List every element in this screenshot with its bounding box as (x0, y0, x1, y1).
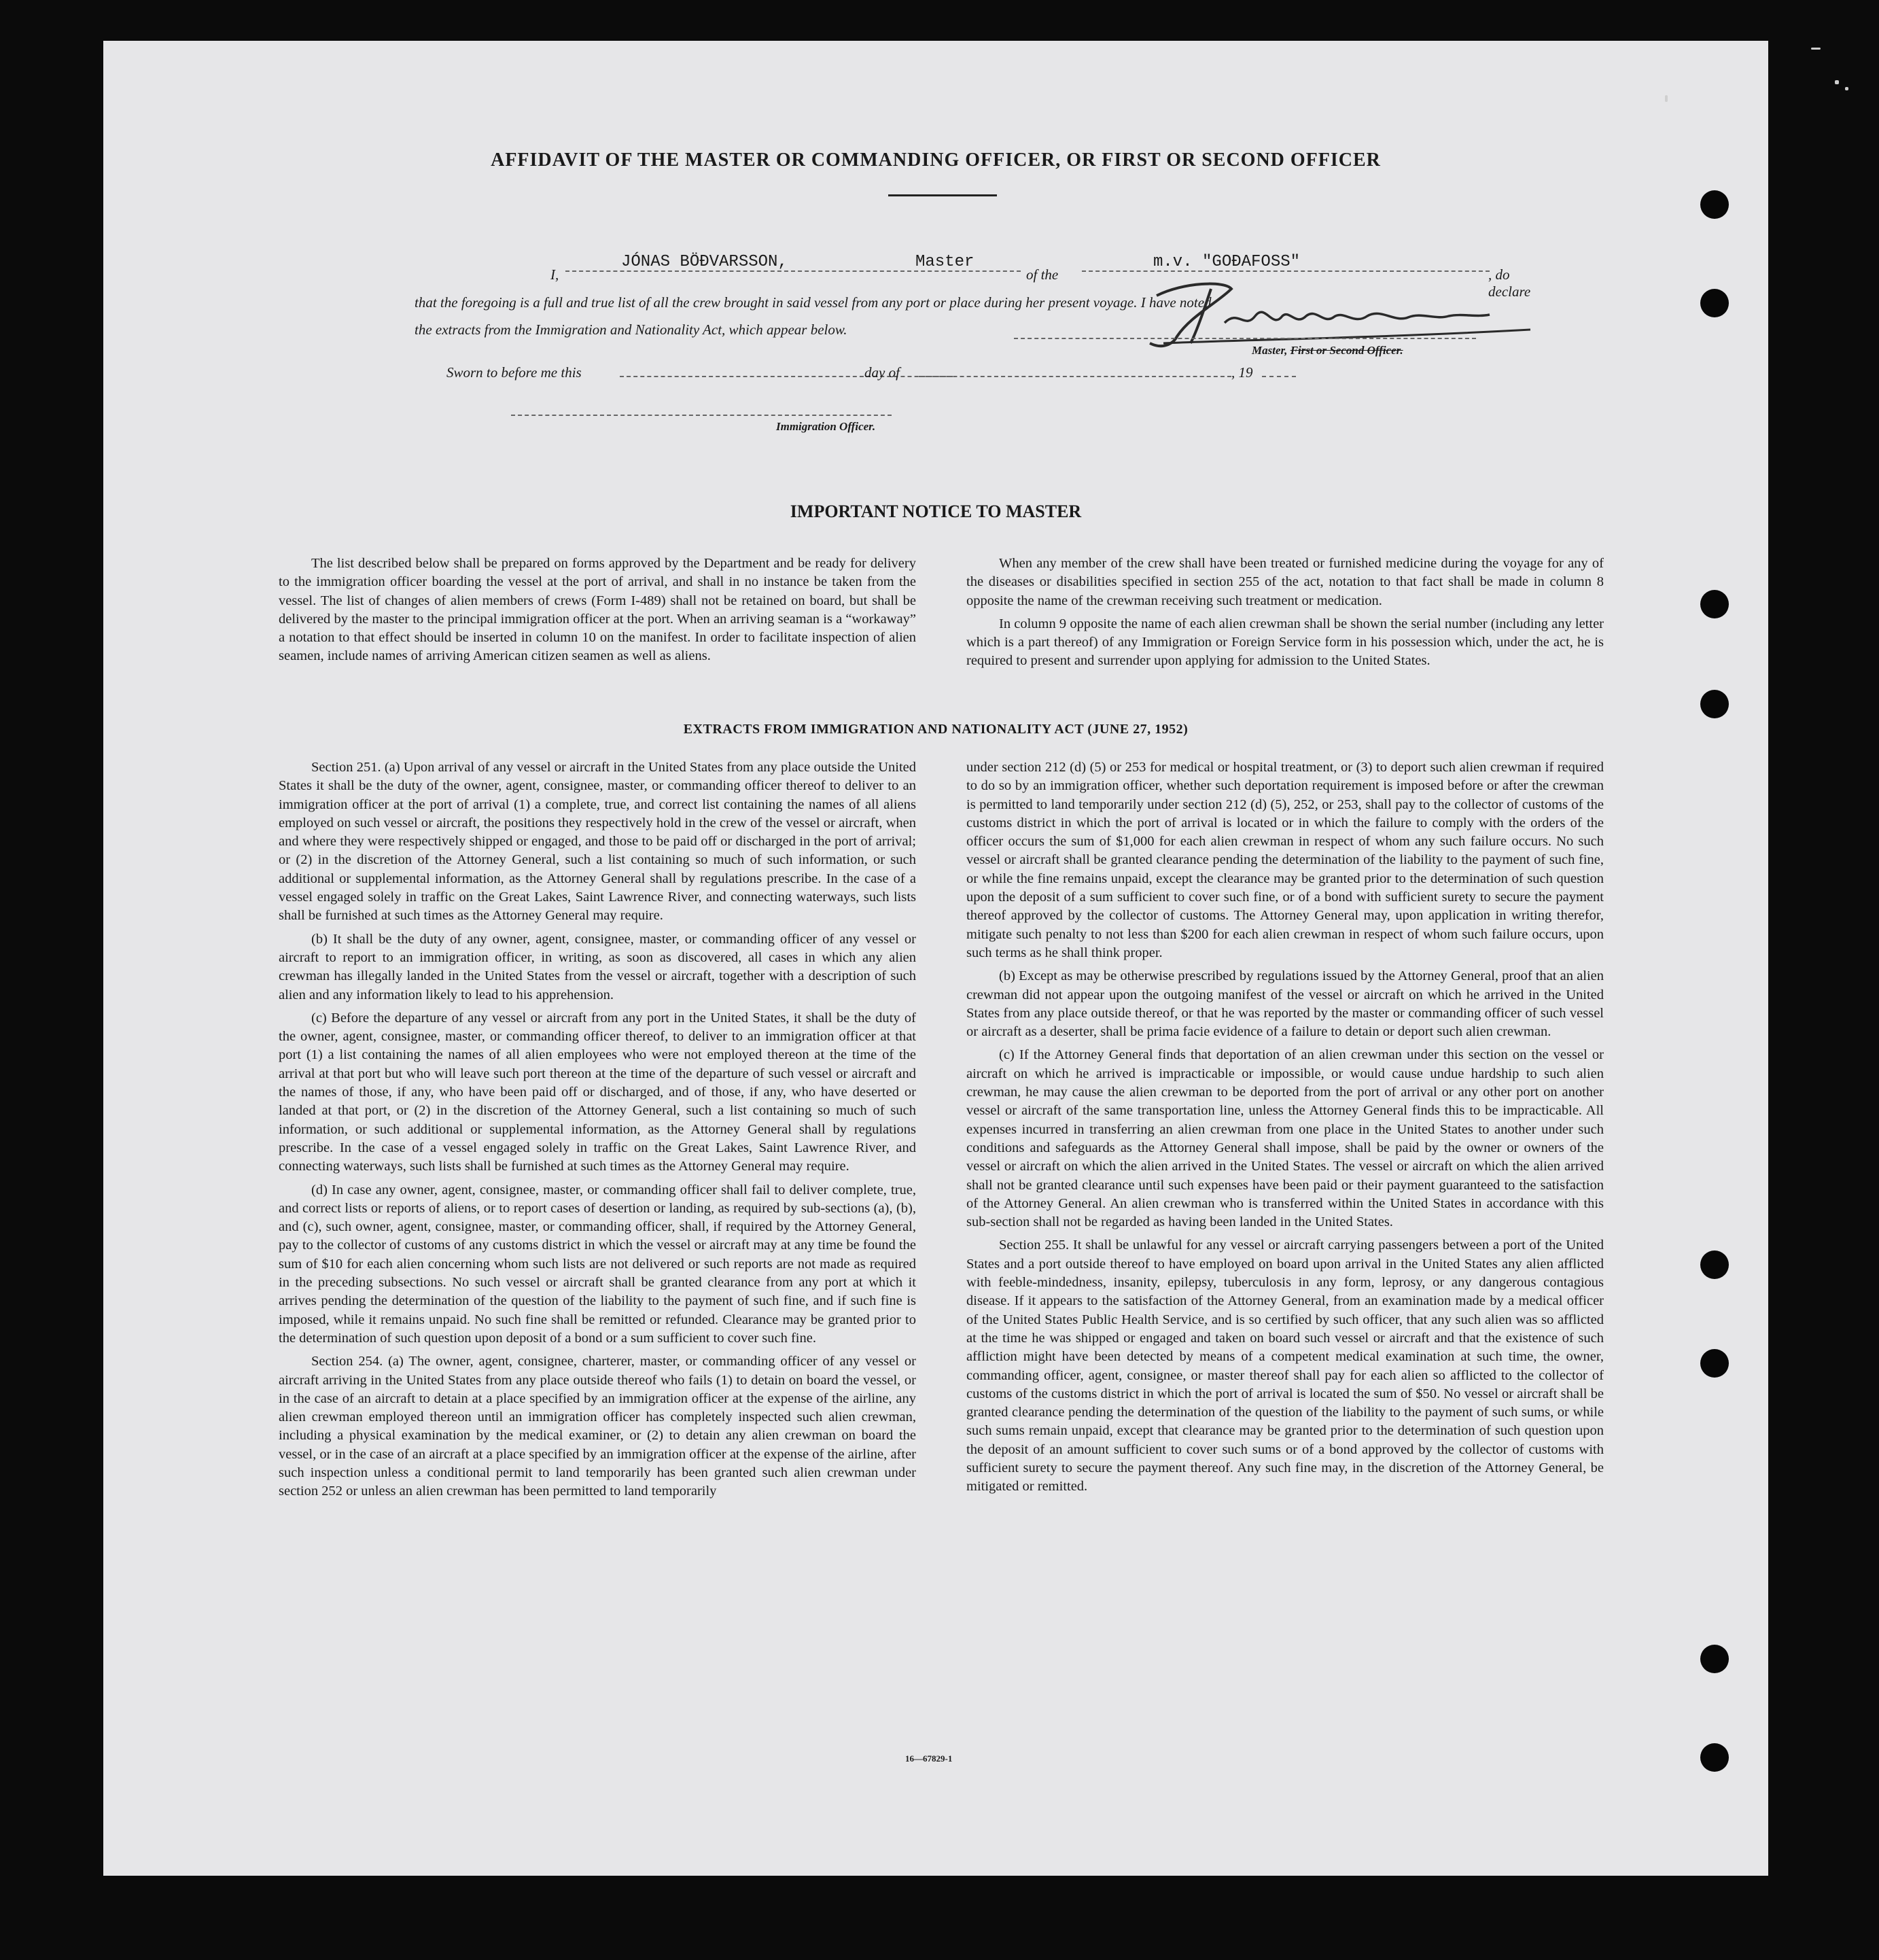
declaration-line-3: the extracts from the Immigration and Nationality Act, which appear below. (415, 321, 847, 338)
section-254-a: Section 254. (a) The owner, agent, consignee, charterer, master, or commanding officer of any vessel or aircraft arriving in the United States from any place outside thereof who fails (1) to detain on board the vessel, or in the case of an aircraft to detain at a place specified by an immigration officer at the expense of the airline, any alien crewman employed thereon until an immigration officer has completely inspected such alien crewman, including a physical examination by the medical examiner, or (2) to detain any alien crewman on board the vessel, or in the case of an aircraft at a place specified by an immigration officer at the expense of the airline, after such inspection unless a conditional permit to land temporarily has been granted such alien crewman under section 252 or unless an alien crewman has been permitted to land temporarily (279, 1354, 916, 1499)
section-254-a-continued: under section 212 (d) (5) or 253 for medical or hospital treatment, or (3) to deport such alien crewman if required to do so by an immigration officer, whether such deportation requirement is imposed before or after the crewman is permitted to land temporarily under section 212 (d) (5), 252, or 253, shall pay to the collector of customs of the customs district in which the port of arrival is located or in which the failure to comply with the orders of the officer occurs the sum of $1,000 for each alien crewman in respect of whom any such failure occurs. No such vessel or aircraft shall be granted clearance pending the determination of the liability to the payment of such fine, or while the fine remains unpaid, except the clearance may be granted prior to the determination of such question upon the deposit of a sum sufficient to cover such fine, or of a bond with sufficient surety to secure the payment thereof approved by the collector of customs. The Attorney General may, upon application in writing therefor, mitigate such penalty to not less than $200 for each alien crewman in respect of whom such failure occurs, upon such terms as he shall think proper. (966, 760, 1604, 960)
binder-hole (1700, 1349, 1729, 1378)
binder-hole (1700, 1645, 1729, 1673)
notice-left-column (279, 555, 916, 671)
sworn-year-line (1262, 376, 1296, 377)
notice-right-paragraph-2: In column 9 opposite the name of each alien crewman shall be shown the serial number (including any letter which is a part thereof) of any Immigration or Foreign Service form in his possession which, under the act, he is required to present and surrender upon applying for admission to the United States. (966, 616, 1604, 669)
section-251-a: Section 251. (a) Upon arrival of any vessel or aircraft in the United States from any place outside the United States it shall be the duty of the owner, agent, consignee, master, or commanding officer thereof to deliver to an immigration officer at the port of arrival (1) a complete, true, and correct list containing the names of all aliens employed on such vessel or aircraft, the positions they respectively hold in the crew of the vessel or aircraft, when and where they were respectively shipped or engaged, and those to be paid off or discharged in the port of arrival; or (2) in the discretion of the Attorney General, such a list containing so much of such information, or such additional or supplemental information, as the Attorney General shall by regulations prescribe. In the case of a vessel engaged solely in traffic on the Great Lakes, Saint Lawrence River, and connecting waterways, such lists shall be furnished at such times as the Attorney General may require. (279, 760, 916, 924)
section-255: Section 255. It shall be unlawful for any vessel or aircraft carrying passengers between a port of the United States and a port outside thereof to have employed on board upon arrival in the United States any alien afflicted with feeble-mindedness, insanity, epilepsy, tuberculosis in any form, leprosy, or any dangerous contagious disease. If it appears to the satisfaction of the Attorney General, from an examination made by a medical officer of the United States Public Health Service, and is so certified by such officer, that any such alien was so afflicted at the time he was shipped or engaged and taken on board such vessel or aircraft and that the existence of such affliction might have been detected by means of a competent medical examination at such time, the owner, commanding officer, agent, consignee, or master thereof shall pay for each alien so afflicted to the collector of customs of the customs district in which the port of arrival is located the sum of $50. No vessel or aircraft shall be granted clearance pending the determination of the question of the liability to the payment of such sums, or while such sums remain unpaid, except that clearance may be granted prior to the determination of such question upon the deposit of an amount sufficient to cover such sums or of a bond approved by the collector of customs with sufficient surety to secure the payment thereof. Any such fine may, in the discretion of the Attorney General, be mitigated or remitted. (966, 1238, 1604, 1494)
sworn-year: , 19 (1231, 364, 1253, 381)
binder-hole (1700, 1250, 1729, 1279)
binder-hole (1700, 289, 1729, 317)
vessel-name: m.v. "GOÐAFOSS" (1153, 253, 1301, 271)
section-254-c: (c) If the Attorney General finds that deportation of an alien crewman under this section on the vessel or aircraft on which he arrived is impracticable or impossible, or would cause undue hardship to such alien crewman, he may cause the alien crewman to be deported from the port of arrival or any other port on another vessel or aircraft of the same transportation line, unless the Attorney General finds this to be impracticable. All expenses incurred in transferring an alien crewman from one place in the United States to another under such conditions and safeguards as the Attorney General shall impose, shall be paid by the owner or owners of the vessel or aircraft on which the alien arrived in the United States. The vessel or aircraft on which the alien arrived shall not be granted clearance until such expenses have been paid or their payment guaranteed to the satisfaction of the Attorney General. An alien crewman who is transferred within the United States in accordance with this sub-section shall not be regarded as having been landed in the United States. (966, 1047, 1604, 1230)
extracts-title: EXTRACTS FROM IMMIGRATION AND NATIONALITY ACT (JUNE 27, 1952) (683, 722, 1189, 737)
notice-title: IMPORTANT NOTICE TO MASTER (790, 502, 1082, 521)
section-251-c: (c) Before the departure of any vessel or aircraft from any port in the United States, it shall be the duty of the owner, agent, consignee, master, or commanding officer thereof, to deliver to an immigration officer at that port (1) a list containing the names of all alien employees who were not employed thereon at the time of the arrival at that port but who will leave such port thereon at the time of the departure of such vessel or aircraft and the names of those, if any, who have been paid off or discharged, and of those, if any, who have deserted or landed at that port, or (2) in the discretion of the Attorney General, such a list containing so much of such information, or such additional or supplemental information, as the Attorney General shall by regulations prescribe. In the case of a vessel engaged solely in traffic on the Great Lakes, Saint Lawrence River, and connecting waterways, such lists shall be furnished at such times as the Attorney General may require. (279, 1010, 916, 1174)
immigration-officer-line (511, 415, 892, 416)
sworn-text: Sworn to before me this (446, 364, 582, 381)
sworn-day-line (620, 376, 953, 377)
document-page (103, 41, 1768, 1876)
signature-label-master: Master, (1252, 344, 1288, 357)
title-divider (888, 194, 997, 196)
binder-hole (1700, 590, 1729, 618)
scan-speck (1811, 48, 1821, 50)
immigration-officer-label: Immigration Officer. (776, 420, 876, 433)
form-number: 16—67829-1 (905, 1753, 953, 1764)
section-251-d: (d) In case any owner, agent, consignee, master, or commanding officer shall fail to deliver complete, true, and correct lists or reports of aliens, or to report cases of desertion or landing, as required by sub-sections (a), (b), and (c), such owner, agent, consignee, master, or commanding officer, shall, if required by the Attorney General, pay to the collector of customs of any customs district in which the vessel or aircraft may at any time be found the sum of $10 for each alien concerning whom such lists are not delivered or such reports are not made as required in the preceding subsections. No such vessel or aircraft shall be granted clearance from any port at which it arrives pending the determination of the question of the liability to the payment of such fine, and if such fine is imposed, while it remains unpaid. No such fine shall be remitted or refunded. Clearance may be granted prior to the determination of such question upon deposit of a bond or a sum sufficient to cover such fine. (279, 1182, 916, 1346)
extracts-left-column (279, 758, 916, 1506)
binder-hole (1700, 1743, 1729, 1772)
signature-line (1014, 338, 1476, 339)
affidavit-title: AFFIDAVIT OF THE MASTER OR COMMANDING OFFICER, OR FIRST OR SECOND OFFICER (491, 150, 1381, 171)
master-rank: Master (915, 253, 974, 271)
of-the-label: of the (1026, 266, 1059, 283)
binder-hole (1700, 190, 1729, 219)
section-251-b: (b) It shall be the duty of any owner, agent, consignee, master, or commanding officer of any vessel or aircraft to report to an immigration officer, in writing, as soon as discovered, all cases in which any alien crewman has illegally landed in the United States from the vessel or aircraft, together with a description of such alien and any information likely to lead to his apprehension. (279, 931, 916, 1002)
scan-speck (1845, 87, 1848, 90)
scan-speck (1665, 95, 1668, 102)
scan-speck (1835, 80, 1839, 84)
notice-right-paragraph-1: When any member of the crew shall have been treated or furnished medicine during the voyage for any of the diseases or disabilities specified in section 255 of the act, notation to that fact shall be made in column 8 opposite the name of the crewman receiving such treatment or medication. (966, 556, 1604, 608)
section-254-b: (b) Except as may be otherwise prescribed by regulations issued by the Attorney General, proof that an alien crewman did not appear upon the outgoing manifest of the vessel or aircraft on which he arrived in the United States from any place outside thereof, or that he was reported by the master or commanding officer of such vessel or aircraft as a deserter, shall be prima facie evidence of a failure to detain or deport such alien crewman. (966, 968, 1604, 1040)
declaration-prefix: I, (550, 266, 559, 283)
notice-left-paragraph: The list described below shall be prepared on forms approved by the Department and be ready for delivery to the immigration officer boarding the vessel at the port of arrival, and shall in no instance be taken from the vessel. The list of changes of alien members of crews (Form I-489) shall not be retained on board, but shall be delivered by the master to the principal immigration officer at the port. When an arriving seaman is a “workaway” a notation to that effect should be inserted in column 10 on the manifest. In order to facilitate inspection of alien seamen, include names of arriving American citizen seamen as well as aliens. (279, 556, 916, 664)
extracts-right-column (966, 758, 1604, 1501)
do-declare-label: , do declare (1488, 266, 1531, 300)
sworn-day-of: day of (864, 364, 900, 381)
binder-hole (1700, 690, 1729, 718)
signature-label-struck: First or Second Officer. (1290, 344, 1403, 357)
master-name: JÓNAS BÖÐVARSSON, (621, 253, 788, 271)
sworn-month-line (919, 376, 1231, 377)
signature-label (1252, 344, 1403, 357)
declaration-line-2: that the foregoing is a full and true list of all the crew brought in said vessel from any port or place during her present voyage. I have noted (415, 294, 1212, 311)
notice-right-column (966, 555, 1604, 676)
